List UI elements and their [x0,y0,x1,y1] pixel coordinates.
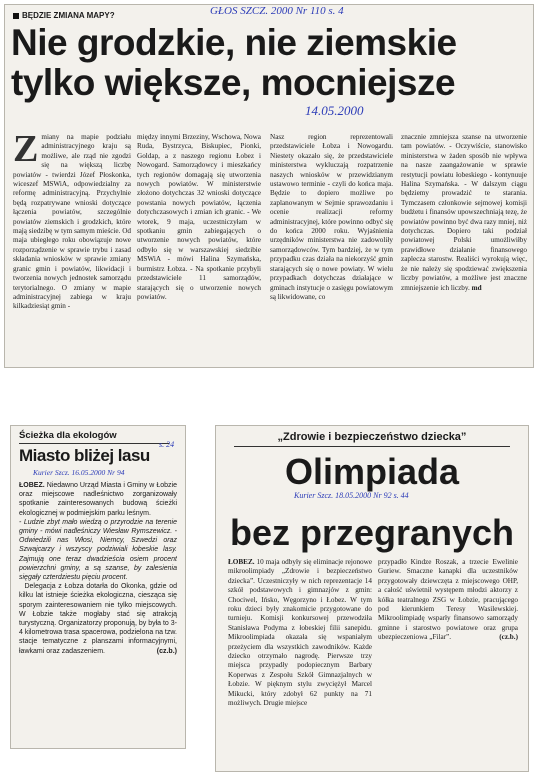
handwritten-source-note: Kurier Szcz. 18.05.2000 Nr 92 s. 44 [294,491,409,500]
title-line-1: Olimpiada [284,451,460,492]
left-article-body [19,481,177,746]
drop-cap: Z [13,133,39,170]
handwritten-source-note: GŁOS SZCZ. 2000 Nr 110 s. 4 [210,5,344,17]
column-3-text: Nasz region reprezentowali przedstawiciele Łobza i Nowogardu. Niestety okazało się, że przedstawiciele ministerstwa wykluczają rozpatrzenie naszych wniosków w przewidzianym ustawowo terminie - czyli do końca maja. Będzie to dopiero możliwe po zaplanowanym w Sejmie sprawozdaniu i ocenie realizacji reformy administracyjnej, które powinno odbyć się do końca 2000 roku. Wyjaśnienia urzędników ministerstwa nie zadowoliły samorządowców. Tym bardziej, że w tym przypadku czas działa na niekorzyść gmin starających się o nowe powiaty. W wielu przypadkach dotychczas działające w gminach instytucje o zasięgu powiatowym są likwidowane, co [270,133,393,301]
dateline: ŁOBEZ. [228,558,255,566]
right-article-column-1 [228,558,372,768]
handwritten-source-note: Kurier Szcz. 16.05.2000 Nr 94 [33,468,125,477]
kicker-text: BĘDZIE ZMIANA MAPY? [22,11,115,20]
section-rule [234,446,510,447]
article-column-2 [137,133,261,365]
column-2-text: między innymi Brzeziny, Wschowa, Nowa Ruda, Bystrzyca, Biskupiec, Pionki, Goldap, a z naszego regionu Łobez i Nowogard. Samorządowcy i mieszkańcy tych regionów domagają się utworzenia nowych powiatów. W ministerstwie złożono dotychczas 32 wnioski dotyczące powstania nowych powiatów, łączenia dotychczasowych i zmian ich granic. - We wtorek, 9 maja, uczestniczyłam w spotkaniu gmin zabiegających o utworzenie nowych powiatów, które odbyło się w warszawskiej siedzibie MSWiA - mówi Halina Szymańska, burmistrz Łobza. - Na spotkanie przybyli przedstawiciele 11 samorządów, starających się o utworzenie nowych powiatów. [137,133,261,301]
right-article-clipping [215,425,529,772]
article-kicker [13,11,115,20]
right-article-column-2 [378,558,518,768]
column-1-text: miany na mapie podziału administracyjnego kraju są możliwe, ale rząd nie zgodzi się na większą liczbę powiatów - twierdzi Józef Płoskonka, wiceszef MSWiA, odpowiedzialny za reformę administracyjną. Przychylnie będą rozpatrywane wnioski dotyczące łączenia powiatów, szczególnie powiatów ziemskich i grodzkich, które mają siedzibę w tym samym mieście. Od maja ubiegłego roku obowiązuje nowe rozporządzenie w sprawie trybu i zasad składania wniosków w sprawie zmiany granic gmin i powiatów, likwidacji i tworzenia nowych jednostek samorządu terytorialnego. O zmiany w mapie administracyjnej zabiega w kraju kilkadziesiąt gmin - [13,133,131,311]
top-article-clipping [4,4,534,368]
body-paragraph-2: Delegacja z Łobza dotarła do Okonka, gdzie od kilku lat istnieje ścieżka ekologiczna, ciesząca się sporym zainteresowaniem nie tylko miejscowych. W Łobzie także mogłaby stać się atrakcją turystyczną. Organizatorzy proponują, by była to 3-4 kilometrowa trasa spacerowa, podzielona na tzw. stacje tematyczne z planszami informacyjnymi, ławkami oraz zadaszeniem. [19,583,177,655]
handwritten-date-note: 14.05.2000 [305,103,364,118]
dateline: ŁOBEZ. [19,482,45,489]
article-column-1 [13,133,131,365]
article-headline: Nie grodzkie, nie ziemskie tylko większe, mocniejsze [11,22,457,103]
article-title: Miasto bliżej lasu [19,446,150,465]
handwritten-page-note: s. 24 [159,440,175,449]
article-title [216,450,528,554]
column-4-text: znacznie zmniejsza szanse na utworzenie tam powiatów. - Oczywiście, stanowisko ministerstwa w żaden sposób nie wpływa na nasze zaangażowanie w sprawie restytucji powiatu łobeskiego - kontynuuje Halina Szymańska. - W dalszym ciągu będziemy prowadzić te starania. Tymczasem członkowie sejmowej komisji budżetu i finansów upowszechniają tezę, że powiatów powinno być dwa razy mniej, niż dotychczas. Dopiero taki podział powiatowej Polski umożliwiłby prawidłowe działanie finansowego zaplecza starostw. Realiści wyrokują więc, że nie należy się spodziewać zwiększenia liczby powiatów, a możliwe jest znaczne zmniejszenie ich liczby. [401,133,527,292]
article-column-4 [401,133,527,365]
left-article-clipping [10,425,186,749]
body-quote: - Ludzie zbyt mało wiedzą o przyrodzie na terenie gminy - mówi nadleśniczy Wiesław Rymszewicz. - Odwiedzili nas Włosi, Niemcy, Szwedzi oraz Szwajcarzy i wszyscy podziwiali łobeskie lasy. Zajmują one teraz dwadzieścia osiem procent powierzchni gminy, a są szanse, by zalesienia sięgały czterdziestu pięciu procent. [19,518,177,582]
article-signature: md [471,283,482,292]
column-1-text: 10 maja odbyły się eliminacje rejonowe mikroolimpiady „Zdrowie i bezpieczeństwo dziecka”. Uczestniczyły w nich reprezentacje 14 szkół podstawowych i gimnazjów z gmin: Chociwel, Ińsko, Węgorzyno i Łobez. W tym roku dzieci były znakomicie przygotowane do turnieju. Komisji konkursowej przewodziła Stanisława Podyma z łobeskiej filii sanepidu. Mikroolimpiada okazała się wspaniałym przeżyciem dla wszystkich zawodników. Każde dziecko otrzymało nagrodę. Pierwsze trzy miejsca przypadły podopiecznym Barbary Koperwas z Zespołu Szkół Gimnazjalnych w Łobzie. W pięknym stylu zwyciężył Marcel Mikucki, który zdobył 62 punkty na 71 możliwych. Drugie miejsce [228,558,372,708]
section-heading: „Zdrowie i bezpieczeństwo dziecka” [277,431,467,443]
section-heading: Ścieżka dla ekologów [19,430,117,441]
article-signature: (cz.b.) [156,647,177,655]
article-signature: (cz.b.) [499,633,518,642]
title-line-2: bez przegranych [229,512,515,553]
section-rule [19,443,169,444]
column-2-text: przypadło Kindze Roszak, a trzecie Ewelinie Guriew. Smaczne kanapki dla uczestników przygotowały dziewczęta z miejscowego OHP, a całość uświetnił występem młodzi aktorzy z kółka teatralnego ZSG w Łobzie, pracującego pod kierunkiem Teresy Wasilewskiej. Mikroolimpiadę wsparły finansowo samorządy gminne i starostwo powiatowe oraz grupa ubezpieczeniowa „Filar”. [378,558,518,642]
bullet-square-icon [13,13,19,19]
article-column-3 [270,133,393,365]
body-paragraph-1: Niedawno Urząd Miasta i Gminy w Łobzie oraz miejscowe nadleśnictwo zorganizowały spotkanie zainteresowanych budową ścieżki ekologicznej w podmiejskim parku leśnym. [19,482,177,517]
